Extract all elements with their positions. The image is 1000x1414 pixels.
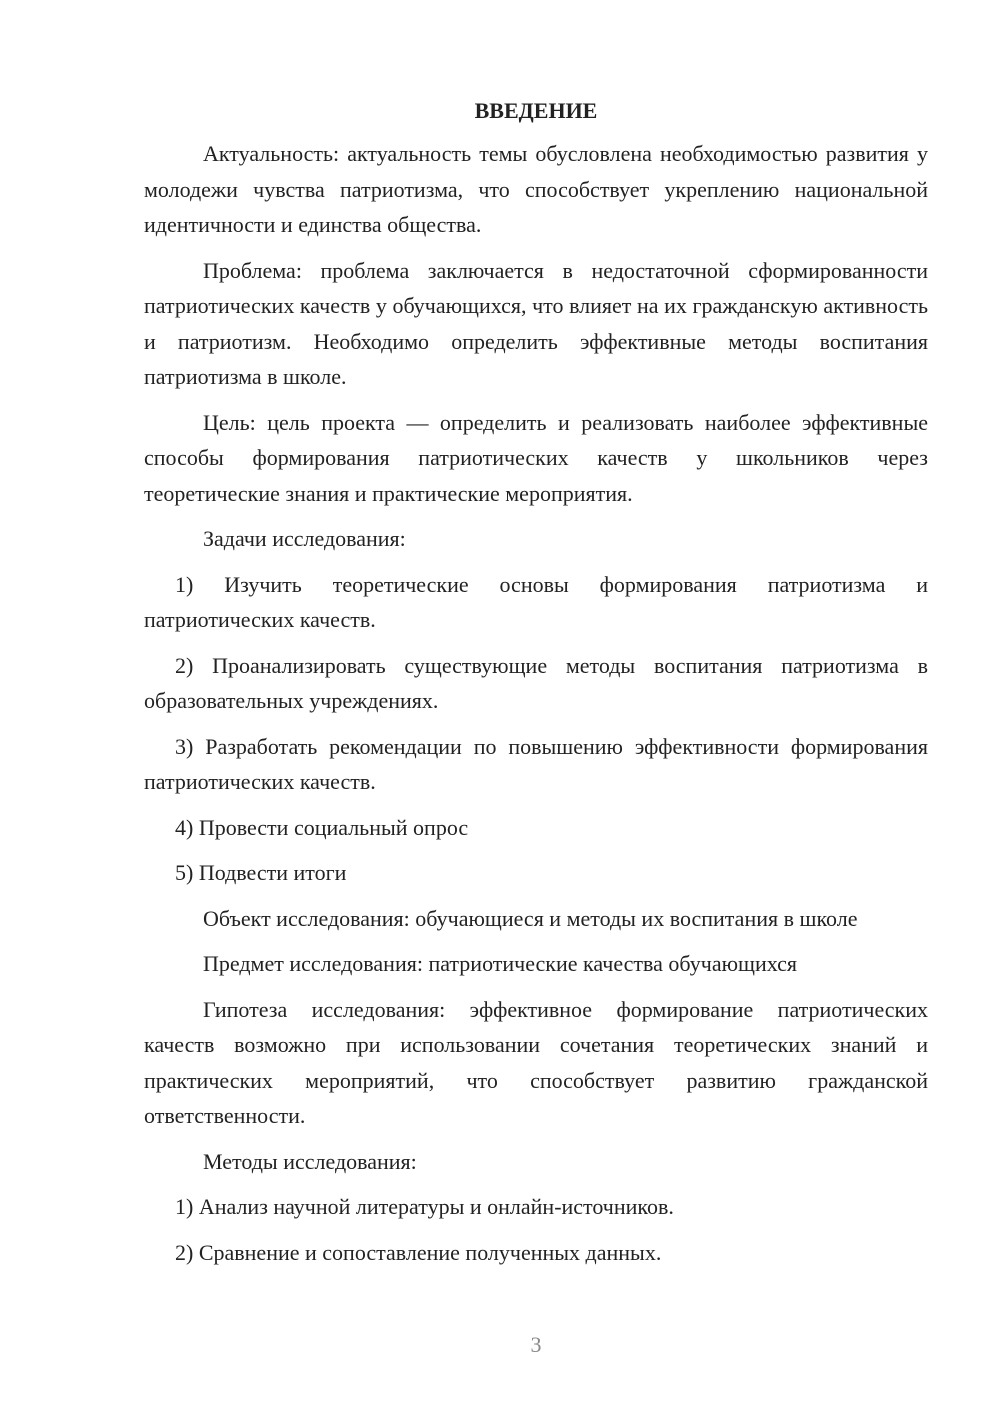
list-item-task-1: 1) Изучить теоретические основы формирования патриотизма и патриотических качеств. (144, 571, 928, 632)
page-number: 3 (530, 1332, 542, 1357)
paragraph-tasks-heading: Задачи исследования: (203, 526, 406, 551)
paragraph-methods-heading: Методы исследования: (203, 1148, 417, 1174)
list-item-task-3: 3) Разработать рекомендации по повышению эффективности формирования патриотических качеств. (144, 733, 928, 794)
list-item-task-2: 2) Проанализировать существующие методы воспитания патриотизма в образовательных учреждениях. (144, 652, 928, 713)
list-item-task-5: 5) Подвести итоги (175, 860, 347, 885)
paragraph-relevance: Актуальность: актуальность темы обусловлена необходимостью развития у молодежи чувства патриотизма, что способствует укреплению национальной идентичности и единства общества. (144, 141, 928, 237)
paragraph-goal: Цель: цель проекта — определить и реализовать наиболее эффективные способы формирования патриотических качеств у школьников через теоретические знания и практические мероприятия. (144, 409, 928, 506)
list-item-task-4: 4) Провести социальный опрос (175, 814, 469, 840)
paragraph-problem: Проблема: проблема заключается в недостаточной сформированности патриотических качеств у обучающихся, что влияет на их гражданскую активность и патриотизм. Необходимо определить эффективные методы воспитания патриотизма в школе. (144, 257, 928, 389)
document-page (144, 94, 928, 1280)
paragraph-hypothesis: Гипотеза исследования: эффективное формирование патриотических качеств возможно при использовании сочетания теоретических знаний и практических мероприятий, что способствует развитию гражданской ответственности. (144, 996, 928, 1128)
list-item-method-2: 2) Сравнение и сопоставление полученных данных. (175, 1239, 662, 1265)
list-item-method-1: 1) Анализ научной литературы и онлайн-источников. (175, 1194, 674, 1219)
section-title: ВВЕДЕНИЕ (474, 98, 598, 123)
paragraph-object: Объект исследования: обучающиеся и методы их воспитания в школе (203, 905, 858, 931)
paragraph-subject: Предмет исследования: патриотические качества обучающихся (203, 951, 797, 976)
